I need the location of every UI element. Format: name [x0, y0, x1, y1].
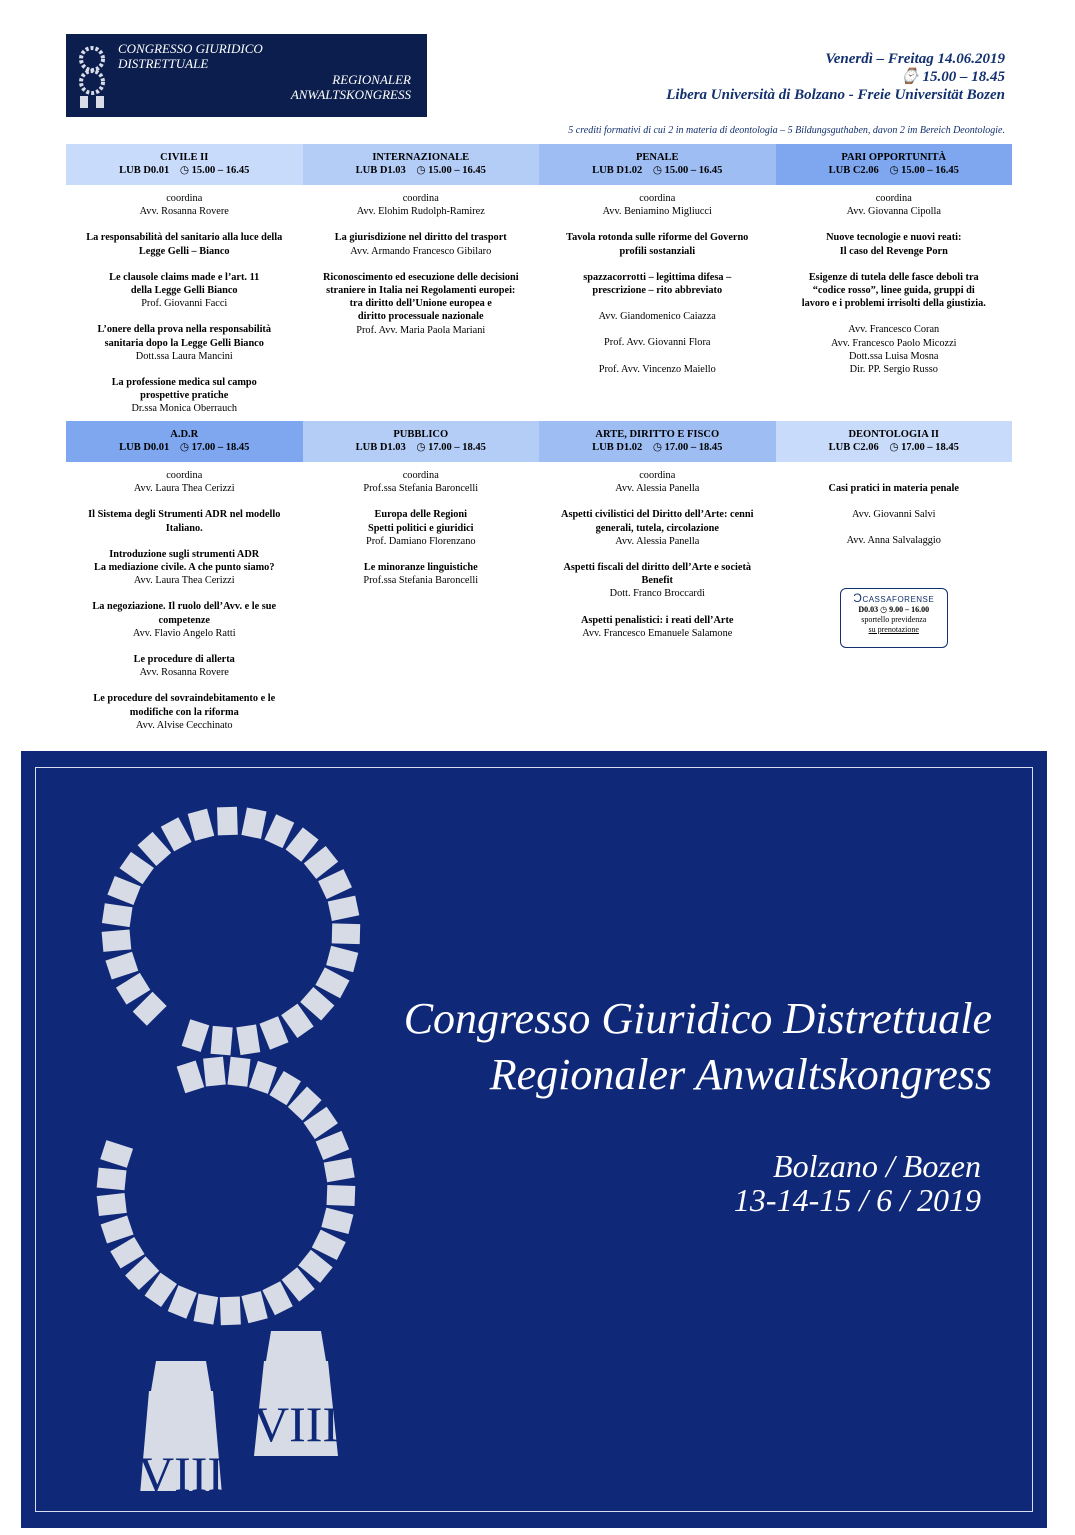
knot-brick: [211, 1026, 233, 1056]
logo-title-de: REGIONALER ANWALTSKONGRESS: [290, 72, 411, 102]
session-header: ARTE, DIRITTO E FISCO LUB D1.02 ◷ 17.00 – 18.45: [539, 421, 776, 462]
clock-icon: ◷: [889, 442, 899, 453]
knot-brick: [182, 1019, 210, 1052]
knot-brick: [327, 1185, 356, 1206]
knot-brick: [100, 1140, 133, 1168]
knot-brick: [332, 923, 360, 944]
knot-brick: [203, 1057, 226, 1087]
figure-eight-knot-icon: [71, 791, 401, 1491]
clock-icon: ◷: [880, 604, 888, 614]
session-column: coordina Avv. Elohim Rudolph-Ramirez La giurisdizione nel diritto del trasport Avv. Armando Francesco Gibilaro Riconoscimento ed esecuzione delle decisioni straniere in Italia nei Regolamenti europei: tra diritto dell’Unione europea e diritto processuale nazionale Prof. Avv. Maria Paola Mariani: [322, 193, 519, 336]
knot-brick: [188, 809, 215, 841]
event-venue: Libera Università di Bolzano - Freie Universität Bozen: [666, 87, 1005, 103]
knot-brick: [220, 1297, 241, 1326]
session-column: coordina Avv. Laura Thea Cerizzi Il Sistema degli Strumenti ADR nel modello Italiano. Introduzione sugli strumenti ADR La mediazione civile. A che punto siamo? Avv. Laura Thea Cerizzi La negoziazione. Il ruolo dell’Avv. e le sue competenze Avv. Flavio Angelo Ratti Le procedure di allerta Avv. Rosanna Rovere Le procedure del sovraindebitamento e le modifiche con la riforma Avv. Alvise Cecchinato: [88, 470, 281, 731]
knot-brick: [241, 808, 266, 839]
knot-brick: [101, 1216, 134, 1244]
poster-panel: [21, 751, 1047, 1528]
logo-title-it: CONGRESSO GIURIDICO DISTRETTUALE: [118, 41, 263, 71]
knot-brick: [161, 817, 192, 851]
clock-icon: ◷: [652, 165, 662, 176]
knot-brick: [259, 1016, 288, 1049]
knot-brick: [107, 876, 140, 905]
knot-brick: [249, 1061, 277, 1094]
session-column: coordina Avv. Rosanna Rovere La responsabilità del sanitario alla luce della Legge Gelli – Bianco Le clausole claims made e l’art. 11 della Legge Gelli Bianco Prof. Giovanni Facci L’onere della prova nella responsabilità sanitaria dopo la Legge Gelli Bianco Dott.ssa Laura Mancini La professione medica sul campo prospettive pratiche Dr.ssa Monica Oberrauch: [86, 193, 283, 415]
poster-title: Congresso Giuridico Distrettuale Regionaler Anwaltskongress: [403, 994, 992, 1099]
session-header: INTERNAZIONALE LUB D1.03 ◷ 15.00 – 16.45: [303, 144, 540, 185]
session-header: A.D.R LUB D0.01 ◷ 17.00 – 18.45: [66, 421, 303, 462]
event-date: Venerdì – Freitag 14.06.2019: [825, 51, 1005, 67]
session-header: PARI OPPORTUNITÀ LUB C2.06 ◷ 15.00 – 16.45: [776, 144, 1013, 185]
knot-brick: [97, 1193, 127, 1216]
session-header: CIVILE II LUB D0.01 ◷ 15.00 – 16.45: [66, 144, 303, 185]
clock-icon: ◷: [416, 165, 426, 176]
header-logo-box: [66, 34, 427, 117]
knot-brick: [102, 903, 133, 927]
knot-brick: [102, 929, 132, 951]
session-column: coordina Avv. Giovanna Cipolla Nuove tecnologie e nuovi reati: Il caso del Revenge Porn Esigenze di tutela delle fasce deboli tra “codice rosso”, linee guida, gruppi di lavoro e i problemi irrisolti della giustizia. Avv. Francesco Coran Avv. Francesco Paolo Micozzi Dott.ssa Luisa Mosna Dir. PP. Sergio Russo: [801, 193, 986, 376]
clock-icon: ⌚: [900, 69, 919, 85]
knot-brick: [324, 1158, 355, 1183]
event-info: [666, 50, 1005, 104]
knot-brick: [321, 1208, 353, 1234]
poster-location-dates: Bolzano / Bozen 13-14-15 / 6 / 2019: [733, 1148, 981, 1218]
event-time: ⌚ 15.00 – 18.45: [900, 69, 1005, 85]
credits-note: 5 crediti formativi di cui 2 in materia di deontologia – 5 Bildungsguthaben, davon 2 im Bereich Deontologie.: [568, 125, 1005, 136]
cassaforense-logo: ƆCASSAFORENSE: [853, 590, 935, 605]
session-column: Casi pratici in materia penale Avv. Giovanni Salvi Avv. Anna Salvalaggio ƆCASSAFORENSE D0.03 ◷ 9.00 – 16.00 sportello previdenza su prenotazione: [776, 469, 1013, 732]
clock-icon: ◷: [652, 442, 662, 453]
clock-icon: ◷: [179, 442, 189, 453]
cassaforense-box: ƆCASSAFORENSE D0.03 ◷ 9.00 – 16.00 sportello previdenza su prenotazione: [840, 588, 948, 648]
knot-brick: [227, 1057, 250, 1087]
figure-eight-logo-icon: [74, 42, 110, 110]
knot-brick: [194, 1294, 219, 1325]
tassel-label-left: VIII: [137, 1446, 225, 1491]
knot-brick: [318, 869, 352, 899]
knot-brick: [328, 896, 360, 921]
knot-brick: [97, 1168, 127, 1191]
clock-icon: ◷: [889, 165, 899, 176]
session1-header-row: [66, 144, 1012, 185]
session2-header-row: [66, 421, 1012, 462]
session-column: coordina Avv. Alessia Panella Aspetti civilistici del Diritto dell’Arte: cenni generali, tutela, circolazione Avv. Alessia Panella Aspetti fiscali del diritto dell’Arte e società Benefit Dott. Franco Broccardi Aspetti penalistici: i reati dell’Arte Avv. Francesco Emanuele Salamone: [561, 470, 754, 639]
session-column: coordina Avv. Beniamino Migliucci Tavola rotonda sulle riforme del Governo profili sostanziali spazzacorrotti – legittima difesa – prescrizione – rito abbreviato Avv. Giandomenico Caiazza Prof. Avv. Giovanni Flora Prof. Avv. Vincenzo Maiello: [566, 193, 749, 375]
knot-brick: [177, 1060, 205, 1093]
knot-brick: [105, 952, 138, 980]
session-column: coordina Prof.ssa Stefania Baroncelli Europa delle Regioni Spetti politici e giuridici Prof. Damiano Florenzano Le minoranze linguistiche Prof.ssa Stefania Baroncelli: [363, 470, 479, 587]
session-header: DEONTOLOGIA II LUB C2.06 ◷ 17.00 – 18.45: [776, 421, 1013, 462]
knot-brick: [316, 1131, 349, 1160]
session1-body-row: [66, 192, 1012, 416]
knot-brick: [217, 807, 238, 836]
clock-icon: ◷: [416, 442, 426, 453]
clock-icon: ◷: [179, 165, 189, 176]
session2-body-row: [66, 469, 1012, 732]
knot-brick: [241, 1291, 267, 1323]
session-header: PUBBLICO LUB D1.03 ◷ 17.00 – 18.45: [303, 421, 540, 462]
knot-brick: [326, 946, 358, 972]
session-header: PENALE LUB D1.02 ◷ 15.00 – 16.45: [539, 144, 776, 185]
knot-brick: [264, 814, 294, 848]
tassel-label-right: VIII: [252, 1396, 340, 1452]
knot-brick: [236, 1024, 260, 1055]
